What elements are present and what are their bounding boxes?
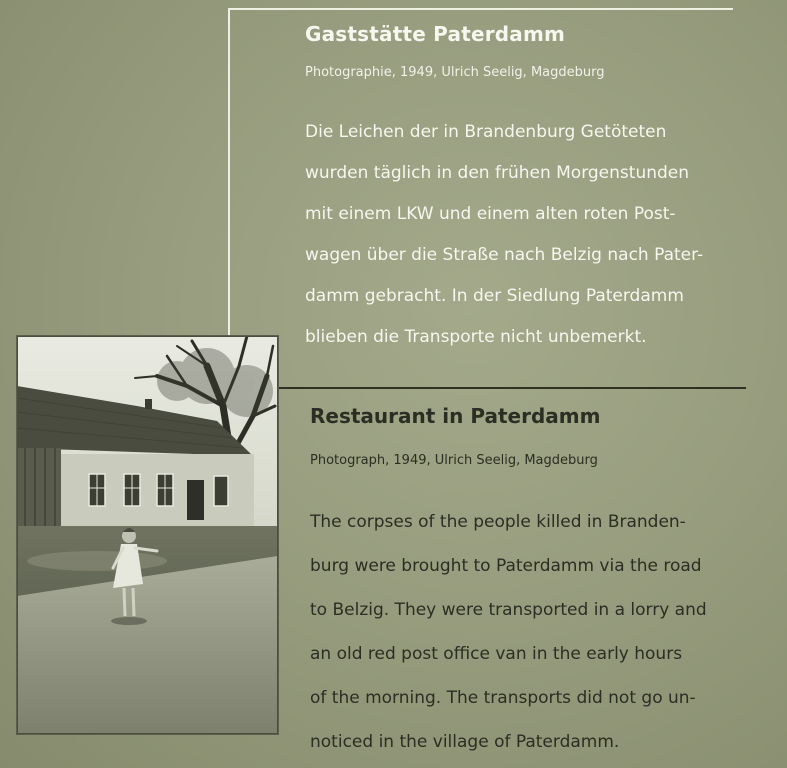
german-line: damm gebracht. In der Siedlung Paterdamm [305,286,684,306]
english-line: burg were brought to Paterdamm via the road [310,556,702,576]
german-line: mit einem LKW und einem alten roten Post- [305,204,676,224]
german-paragraph [305,112,745,358]
english-credit: Photograph, 1949, Ulrich Seelig, Magdeburg [310,453,598,468]
section-divider [278,387,746,389]
german-line: wurden täglich in den frühen Morgenstunden [305,163,690,183]
frame-left-line [228,8,230,336]
english-line: an old red post office van in the early hours [310,644,683,664]
english-line: to Belzig. They were transported in a lorry and [310,600,707,620]
english-line: noticed in the village of Paterdamm. [310,732,620,752]
german-credit: Photographie, 1949, Ulrich Seelig, Magdeburg [305,65,605,80]
german-line: wagen über die Straße nach Belzig nach Pater- [305,245,704,265]
frame-top-line [228,8,733,10]
english-line: of the morning. The transports did not go un- [310,688,696,708]
chimney [145,399,152,409]
english-title: Restaurant in Paterdamm [310,404,601,428]
historic-photograph [17,336,278,734]
house-door [187,480,204,520]
german-title: Gaststätte Paterdamm [305,22,566,46]
english-paragraph [310,500,780,764]
german-line: Die Leichen der in Brandenburg Getöteten [305,122,667,142]
english-line: The corpses of the people killed in Branden- [310,512,686,532]
german-line: blieben die Transporte nicht unbemerkt. [305,327,647,347]
